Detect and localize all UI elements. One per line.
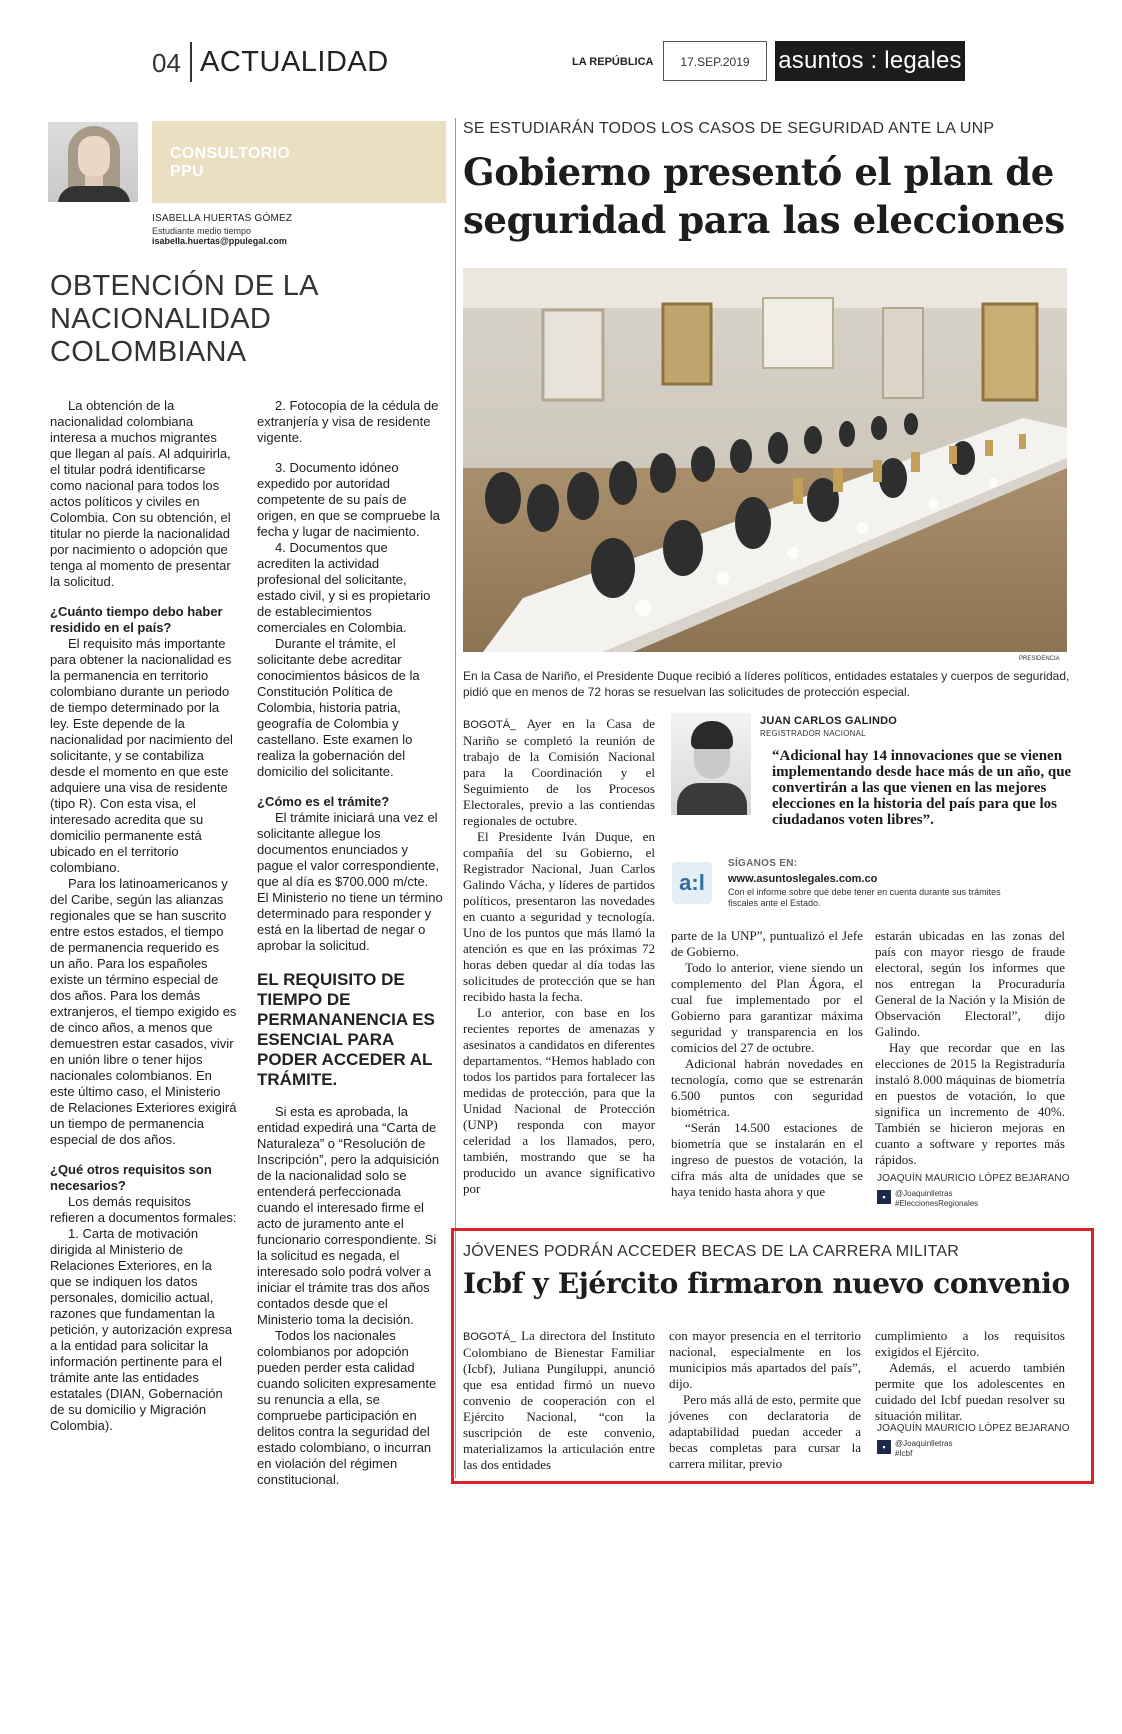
author-email: isabella.huertas@ppulegal.com (152, 236, 287, 246)
meeting-photo-graphic (463, 268, 1067, 652)
paragraph: “Serán 14.500 estaciones de biometría que se instalarán en el ingreso de puestos de votación, la cifra más alta de unidades que se haya tenido hasta ahora y que (671, 1120, 863, 1199)
article-byline: JOAQUÍN MAURICIO LÓPEZ BEJARANO (877, 1423, 1070, 1434)
column-label-line1: CONSULTORIO (170, 145, 291, 162)
opinion-title-line2: NACIONALIDAD (50, 303, 272, 335)
paragraph: Pero más allá de esto, permite que jóvenes con declaratoria de adaptabilidad puedan acceder a becas completas para cursar la carrera militar, previo (669, 1392, 861, 1471)
paragraph: Adicional habrán novedades en tecnología, como que se estrenarán 6.500 puntos con seguridad biométrica. (671, 1056, 863, 1119)
paragraph: Además, el acuerdo también permite que los adolescentes en cuidado del Icbf puedan resolver su situación militar. (875, 1360, 1065, 1423)
author-role: Estudiante medio tiempo (152, 226, 252, 236)
dateline: BOGOTÁ_ (463, 719, 517, 731)
paragraph: 3. Documento idóneo expedido por autoridad competente de su país de origen, en que se compruebe la fecha y lugar de nacimiento. (257, 460, 440, 539)
page-number: 04 (152, 48, 181, 78)
paragraph: Hay que recordar que en las elecciones de 2015 la Registraduría instaló 8.000 máquinas de biometría en puestos de votación, lo que significa un incremento de 40%. También se hicieron mejoras en cuanto a software y reportes más rápidos. (875, 1040, 1065, 1167)
paragraph: 1. Carta de motivación dirigida al Ministerio de Relaciones Exteriores, en la que se indiquen los datos personales, domicilio actual, razones que fundamentan la petición, y autorización expresa a la entidad para solicitar la información pertinente para el trámite ante las entidades estatales (DIAN, Gobernación de su domicilio y Migración Colombia). (50, 1226, 233, 1433)
pull-quote: EL REQUISITO DE TIEMPO DE PERMANANENCIA ES ESENCIAL PARA PODER ACCEDER AL TRÁMITE. (257, 970, 435, 1089)
subheading: ¿Qué otros requisitos son necesarios? (50, 1162, 212, 1193)
paragraph: El Presidente Iván Duque, en compañía del su Gobierno, el Registrador Nacional, Juan Carlos Galindo Vácha, y líderes de partidos políticos, presentaron las novedades en cuanto a seguridad y tecnología. Uno de los puntos que más llamó la atención es que en las próximas 72 horas deben quedar al día todas las solicitudes de protección que se han recibido hasta la fecha. (463, 829, 655, 1004)
twitter-handle[interactable]: @Joaquinlletras (895, 1189, 953, 1198)
opinion-title-line1: OBTENCIÓN DE LA (50, 270, 319, 302)
quote-role: REGISTRADOR NACIONAL (760, 729, 866, 738)
column-label-line2: PPU (170, 163, 204, 180)
paragraph: Para los latinoamericanos y del Caribe, según las alianzas regionales que se han suscrito entre estos estados, el tiempo de permanencia requerido es un año. Para los españoles existe un término especial de dos años. Para los demás extranjeros, el tiempo exigido es de cinco años, a menos que demuestren estar casados, vivir en unión libre o tener hijos nacionales colombianos. En este último caso, el Ministerio de Relaciones Exteriores exigirá un tiempo de permanencia especial de dos años. (50, 876, 237, 1147)
hashtag[interactable]: #EleccionesRegionales (895, 1199, 979, 1208)
article-column-3 (875, 1328, 1065, 1424)
opinion-title-line3: COLOMBIANA (50, 336, 247, 368)
paragraph (463, 716, 655, 829)
paragraph: Durante el trámite, el solicitante debe acreditar conocimientos básicos de la Constitución Política de Colombia, historia patria, geografía de Colombia y castellano. Este examen lo realiza la gobernación del domicilio del solicitante. (257, 636, 420, 779)
follow-description: Con el informe sobre qué debe tener en cuenta durante sus trámites fiscales ante el Estado. (728, 887, 1001, 908)
paragraph: Todo lo anterior, viene siendo un complemento del Plan Ágora, el cual fue implementado por el Gobierno para garantizar máxima seguridad y transparencia en los comicios del 27 de octubre. (671, 960, 863, 1055)
paragraph (463, 1328, 655, 1473)
article-column-3 (875, 928, 1065, 1168)
opinion-column-1 (50, 398, 237, 1434)
paragraph: Los demás requisitos refieren a documentos formales: (50, 1194, 237, 1225)
dateline: BOGOTÁ_ (463, 1331, 517, 1343)
brand-logo: asuntos : legales (775, 41, 965, 81)
lead-text: La directora del Instituto Colombiano de Bienestar Familiar (Icbf), Juliana Pungiluppi, anunció que esa entidad firmó un nuevo convenio de cooperación con el Ejército Nacional, “con la suscripción de este convenio, materializamos la articulación entre las dos entidades (463, 1328, 655, 1472)
lead-text: Ayer en la Casa de Nariño se completó la reunión de trabajo de la Comisión Nacional para la Coordinación y el Seguimiento de los Procesos Electorales, previo a las contiendas regionales de octubre. (463, 716, 655, 828)
paragraph: con mayor presencia en el territorio nacional, especialmente en los municipios más apartados del país”, dijo. (669, 1328, 861, 1391)
paragraph: parte de la UNP”, puntualizó el Jefe de Gobierno. (671, 928, 863, 959)
quote-photo (671, 713, 751, 815)
article-kicker: JÓVENES PODRÁN ACCEDER BECAS DE LA CARRERA MILITAR (463, 1243, 960, 1260)
subheading: ¿Cómo es el trámite? (257, 794, 390, 809)
column-label-box (152, 121, 446, 203)
paragraph: La obtención de la nacionalidad colombiana interesa a muchos migrantes que llegan al país. Al adquirirla, el titular podrá identificarse como nacional para todos los actos políticos y civiles en Colombia. Con su obtención, el titular no pierde la nacionalidad por nacimiento o adopción que tenga al momento de presentar la solicitud. (50, 398, 231, 589)
follow-label: SÍGANOS EN: (728, 858, 798, 869)
opinion-column-2 (257, 398, 443, 1488)
article-column-2 (671, 928, 863, 1200)
issue-date: 17.SEP.2019 (663, 41, 767, 81)
paragraph: 4. Documentos que acrediten la actividad profesional del solicitante, estado civil, y si es propietario de establecimientos comerciales en Colombia. (257, 540, 431, 635)
quote-name: JUAN CARLOS GALINDO (760, 715, 898, 727)
photo-caption: En la Casa de Nariño, el Presidente Duque recibió a líderes políticos, entidades estatales y cuerpos de seguridad, pidió que en menos de 72 horas se resuelvan las solicitudes de protección especial. (463, 669, 1070, 699)
paragraph: Todos los nacionales colombianos por adopción pueden perder esta calidad cuando soliciten expresamente su renuncia a ella, se compruebe participación en delitos contra la seguridad del estado colombiano, o incurran en violación del régimen constitucional. (257, 1328, 437, 1487)
follow-url[interactable]: www.asuntoslegales.com.co (728, 873, 878, 885)
header-divider (190, 42, 192, 82)
article-column-1 (463, 716, 655, 1197)
photo-credit: PRESIDENCIA (1019, 656, 1060, 662)
paragraph: cumplimiento a los requisitos exigidos el Ejército. (875, 1328, 1065, 1359)
paragraph: Si esta es aprobada, la entidad expedirá una “Carta de Naturaleza” o “Resolución de Inscripción”, pero la adquisición de la nacionalidad solo se entenderá perfeccionada cuando el interesado firme el acto de juramento ante el funcionario correspondiente. Si la solicitud es negada, el interesado solo podrá volver a iniciar el trámite tras dos años contados desde que el Ministerio toma la decisión. (257, 1104, 440, 1327)
article-kicker: SE ESTUDIARÁN TODOS LOS CASOS DE SEGURIDAD ANTE LA UNP (463, 120, 995, 137)
section-title: ACTUALIDAD (200, 46, 389, 78)
publication-name: LA REPÚBLICA (572, 56, 654, 68)
headline-line1: Gobierno presentó el plan de (463, 150, 1054, 194)
paragraph: estarán ubicadas en las zonas del país con mayor riesgo de fraude electoral, según los informes que nos entregan la Procuraduría General de la Nación y la Misión de Observación Electoral”, dijo Galindo. (875, 928, 1065, 1039)
paragraph: El requisito más importante para obtener la nacionalidad es la permanencia en territorio colombiano durante un periodo de tiempo determinado por la ley. Este depende de la nacionalidad por nacimiento del solicitante, y se contabiliza desde el momento en que este adquiere una visa de residente (tipo R). Con esta visa, el interesado acredita que su domicilio permanente está ubicado en el territorio colombiano. (50, 636, 233, 875)
twitter-handle[interactable]: @Joaquinlletras (895, 1439, 953, 1448)
opinion-title (50, 270, 440, 369)
author-photo (48, 122, 138, 202)
twitter-icon: ▪ (877, 1190, 891, 1204)
quote-text: “Adicional hay 14 innovaciones que se vienen implementando desde hace más de un año, que convertirán a las que vienen en las mejores elecciones en la historia del país para que los ciudadanos voten libres”. (772, 748, 1072, 828)
article-byline: JOAQUÍN MAURICIO LÓPEZ BEJARANO (877, 1173, 1070, 1184)
headline-line2: seguridad para las elecciones (463, 198, 1065, 242)
article-headline: Icbf y Ejército firmaron nuevo convenio (463, 1267, 1070, 1300)
article-headline (463, 148, 1073, 244)
paragraph: Lo anterior, con base en los recientes reportes de amenazas y asesinatos a candidatos en diferentes departamentos. “Hemos hablado con todos los partidos para fortalecer las medidas de protección, para que la Unidad Nacional de Protección (UNP) responda con mayor celeridad a los llamados, pero, también, mostrando que se ha producido un avance significativo por (463, 1005, 655, 1196)
article-column-1 (463, 1328, 655, 1473)
twitter-icon: ▪ (877, 1440, 891, 1454)
paragraph: El trámite iniciará una vez el solicitante allegue los documentos enunciados y pague el valor correspondiente, que al día es $700.000 m/cte. El Ministerio no tiene un término determinado para responder y está en la libertad de negar o aprobar la solicitud. (257, 810, 443, 953)
paragraph: 2. Fotocopia de la cédula de extranjería y visa de residente vigente. (257, 398, 439, 445)
brand-icon: a:l (672, 862, 712, 904)
hashtag[interactable]: #Icbf (895, 1449, 913, 1458)
author-name: ISABELLA HUERTAS GÓMEZ (152, 213, 293, 224)
subheading: ¿Cuánto tiempo debo haber residido en el país? (50, 604, 223, 635)
meeting-photo (463, 268, 1067, 652)
article-column-2 (669, 1328, 861, 1472)
